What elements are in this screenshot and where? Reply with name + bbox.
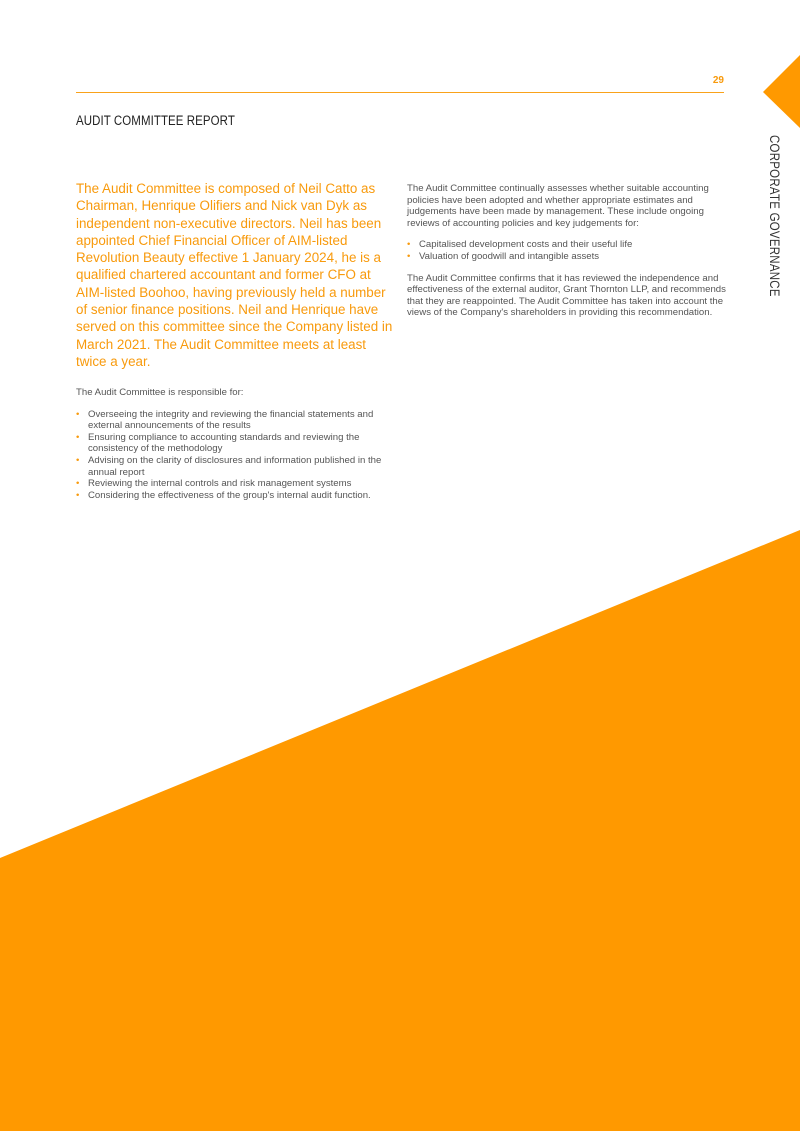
assessment-paragraph: The Audit Committee continually assesses whether suitable accounting policies have been adopted and whether appropriate estimates and judgements have been made by management. These include ongoing reviews of accounting policies and key judgements for:	[407, 183, 709, 229]
list-item: • Ensuring compliance to accounting standards and reviewing the consistency of the methodology	[76, 431, 360, 455]
list-item: • Valuation of goodwill and intangible assets	[407, 250, 600, 262]
bullet-icon: •	[76, 489, 80, 501]
right-column	[407, 183, 729, 319]
header-divider	[76, 92, 724, 93]
responsible-intro: The Audit Committee is responsible for:	[76, 387, 244, 398]
bullet-icon: •	[76, 408, 80, 420]
judgements-list	[407, 239, 729, 262]
list-item: • Overseeing the integrity and reviewing the financial statements and external announcements of the results	[76, 408, 374, 432]
list-item: • Capitalised development costs and their useful life	[407, 239, 633, 251]
page-title: AUDIT COMMITTEE REPORT	[76, 113, 235, 128]
bullet-icon: •	[407, 239, 411, 251]
page-number: 29	[712, 75, 724, 86]
intro-paragraph: The Audit Committee is composed of Neil Catto as Chairman, Henrique Olifiers and Nick van Dyk as independent non-executive directors. Neil has been appointed Chief Financial Officer of AIM-listed Revolution Beauty effective 1 January 2024, he is a qualified chartered accountant and former CFO at AIM-listed Boohoo, having previously held a number of senior finance positions. Neil and Henrique have served on this committee since the Company listed in March 2021. The Audit Committee meets at least twice a year.	[76, 181, 393, 369]
bullet-icon: •	[76, 478, 80, 490]
bullet-icon: •	[76, 454, 80, 466]
left-column	[76, 387, 401, 501]
bullet-icon: •	[76, 431, 80, 443]
list-item: • Considering the effectiveness of the group's internal audit function.	[76, 489, 371, 501]
bottom-diagonal-block	[0, 530, 800, 1131]
list-item: • Reviewing the internal controls and risk management systems	[76, 478, 352, 490]
auditor-paragraph: The Audit Committee confirms that it has reviewed the independence and effectiveness of the external auditor, Grant Thornton LLP, and recommends that they are reappointed. The Audit Committee has taken into account the views of the Company's shareholders in providing this recommendation.	[407, 272, 726, 319]
list-item: • Advising on the clarity of disclosures and information published in the annual report	[76, 454, 382, 478]
section-label: CORPORATE GOVERNANCE	[767, 135, 782, 297]
corner-triangle	[763, 55, 800, 128]
responsibilities-list	[76, 409, 401, 502]
bullet-icon: •	[407, 250, 411, 262]
